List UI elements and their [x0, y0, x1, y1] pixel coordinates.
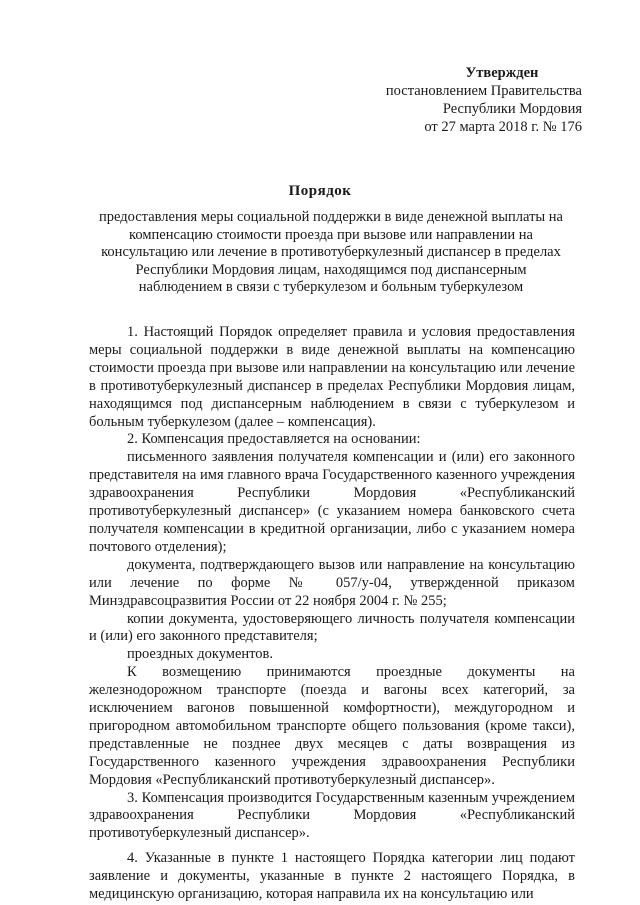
paragraph-2-item-application: письменного заявления получателя компенсации и (или) его законного представителя на имя главного врача Государственного казенного учреждения здравоохранения Республики Мордовия «Республиканский противотуберкулезный диспансер» (с указанием номера банковского счета получателя компенсации в кредитной организации, либо с указанием номера почтового отделения);: [89, 449, 575, 555]
approval-line-2: Республики Мордовия: [442, 101, 582, 117]
approval-line-1: постановлением Правительства: [385, 83, 582, 99]
document-body: [89, 324, 575, 904]
paragraph-2-item-id-copy: копии документа, удостоверяющего личность получателя компенсации и (или) его законного представителя;: [89, 610, 575, 645]
paragraph-2-item-tickets: проездных документов.: [127, 646, 274, 663]
paragraph-2: 2. Компенсация предоставляется на основании:: [127, 431, 421, 448]
paragraph-4: 4. Указанные в пункте 1 настоящего Порядка категории лиц подают заявление и документы, указанные в пункте 2 настоящего Порядка, в медицинскую организацию, которая направила их на консультацию или: [89, 850, 575, 903]
approval-line-3: от 27 марта 2018 г. № 176: [424, 119, 582, 135]
approval-block: [362, 64, 582, 136]
document-subtitle: предоставления меры социальной поддержки в виде денежной выплаты на компенсацию стоимости проезда при вызове или направлении на консультацию или лечение в противотуберкулезный диспансер в пределах Республики Мордовия лицам, находящимся под диспансерным наблюдением в связи с туберкулезом и больным туберкулезом: [99, 209, 563, 296]
paragraph-2-item-referral: документа, подтверждающего вызов или направление на консультацию или лечение по форме № 057/у-04, утвержденной приказом Минздравсоцразвития России от 22 ноября 2004 г. № 255;: [89, 556, 575, 609]
approval-title: Утвержден: [465, 65, 539, 81]
paragraph-3: 3. Компенсация производится Государственным казенным учреждением здравоохранения Республики Мордовия «Республиканский противотуберкулезный диспансер».: [89, 789, 575, 842]
paragraph-1: 1. Настоящий Порядок определяет правила и условия предоставления меры социальной поддержки в виде денежной выплаты на компенсацию стоимости проезда при вызове или направлении на консультацию или лечение в противотуберкулезный диспансер в пределах Республики Мордовия лицам, находящимся под диспансерным наблюдением в связи с туберкулезом и больным туберкулезом (далее – компенсация).: [89, 324, 575, 430]
paragraph-2-tickets-note: К возмещению принимаются проездные документы на железнодорожном транспорте (поезда и вагоны всех категорий, за исключением вагонов повышенной комфортности), междугородном и пригородном автомобильном транспорте общего пользования (кроме такси), представленные не позднее двух месяцев с даты возвращения из Государственного казенного учреждения здравоохранения Республики Мордовия «Республиканский противотуберкулезный диспансер».: [89, 664, 575, 788]
document-heading: Порядок: [288, 183, 352, 199]
